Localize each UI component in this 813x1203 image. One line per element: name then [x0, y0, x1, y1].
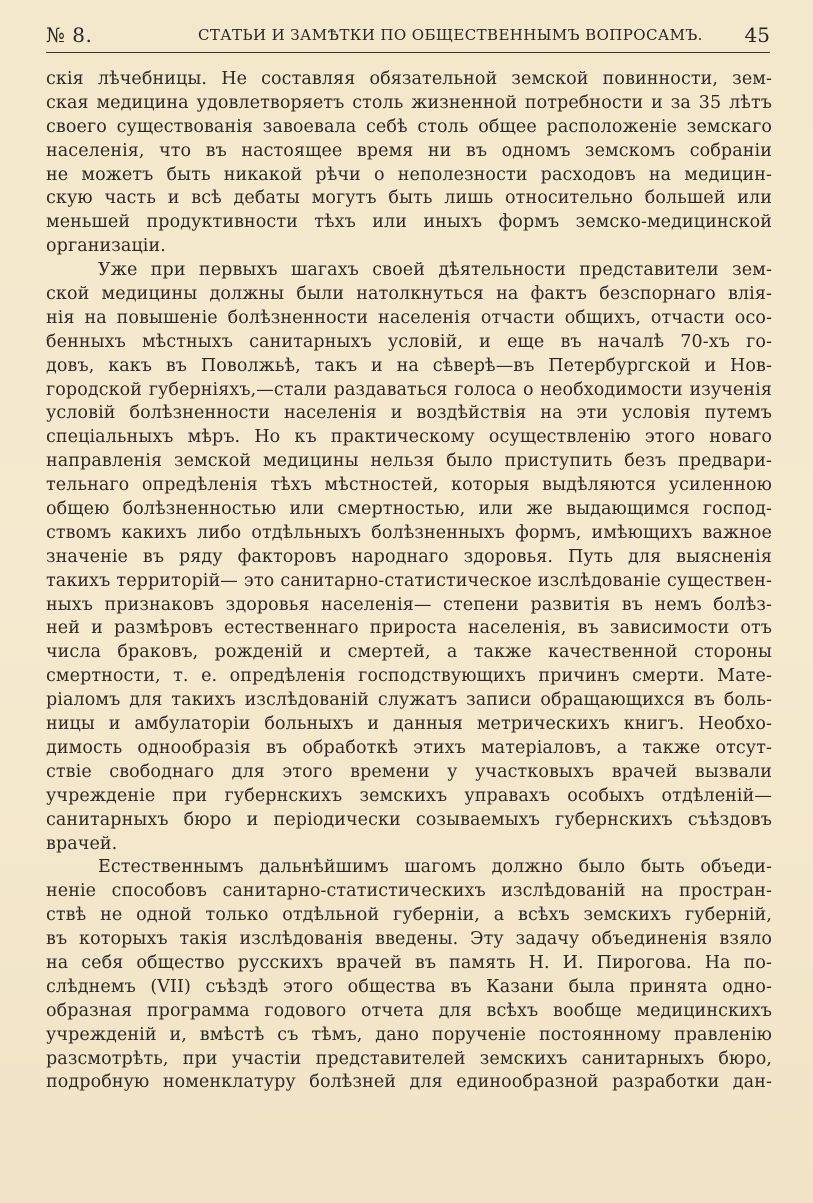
text-line: разсмотрѣть, при участіи представителей земскихъ санитарныхъ бюро,: [46, 1048, 772, 1069]
text-line: числа браковъ, рожденій и смертей, а также качественной стороны: [46, 642, 772, 663]
text-line: врачей.: [46, 833, 118, 854]
text-line: неніе способовъ санитарно-статистическихъ изслѣдованій на простран-: [46, 881, 772, 902]
text-line: довъ, какъ въ Поволжьѣ, такъ и на сѣверѣ—въ Петербургской и Нов-: [46, 355, 772, 376]
text-line: ствѣ не одной только отдѣльной губерніи, а всѣхъ земскихъ губерній,: [46, 905, 772, 926]
section-title: СТАТЬИ И ЗАМѢТКИ ПО ОБЩЕСТВЕННЫМЪ ВОПРОСАМЪ.: [198, 26, 703, 44]
text-line: смертности, т. е. опредѣленія господствующихъ причинъ смерти. Мате-: [46, 666, 772, 687]
text-line: скія лѣчебницы. Не составляя обязательной земской повинности, зем-: [46, 69, 772, 89]
text-line: условій болѣзненности населенія и воздѣйствія на эти условія путемъ: [46, 403, 772, 424]
text-line: ріаломъ для такихъ изслѣдованій служатъ записи обращающихся въ боль-: [46, 690, 772, 711]
text-line: спеціальныхъ мѣръ. Но къ практическому осуществленію этого новаго: [46, 427, 772, 448]
text-line: ская медицина удовлетворяетъ столь жизненной потребности и за 35 лѣтъ: [46, 92, 772, 113]
text-line: ской медицины должны были натолкнуться на фактъ безспорнаго влія-: [46, 284, 772, 305]
text-line: ствомъ какихъ либо отдѣльныхъ болѣзненныхъ формъ, имѣющихъ важное: [46, 522, 772, 543]
text-line: слѣднемъ (VII) съѣздѣ этого общества въ Казани была принята одно-: [46, 976, 772, 997]
text-line: такихъ территорій— это санитарно-статистическое изслѣдованіе существен-: [46, 570, 772, 591]
text-line: димость однообразія въ обработкѣ этихъ матеріаловъ, а также отсут-: [46, 737, 772, 758]
text-line: населенія, что въ настоящее время ни въ одномъ земскомъ собраніи: [46, 140, 772, 161]
text-line: на себя общество русскихъ врачей въ память Н. И. Пирогова. На по-: [46, 952, 772, 973]
text-line: бенныхъ мѣстныхъ санитарныхъ условій, и еще въ началѣ 70-хъ го-: [46, 331, 772, 352]
text-line: тельнаго опредѣленія тѣхъ мѣстностей, которыя выдѣляются усиленною: [46, 475, 772, 496]
text-line: учрежденіе при губернскихъ земскихъ управахъ особыхъ отдѣленій—: [46, 785, 772, 806]
text-line: подробную номенклатуру болѣзней для единообразной разработки дан-: [46, 1072, 772, 1093]
text-line: городской губерніяхъ,—стали раздаваться голоса о необходимости изученія: [46, 379, 772, 400]
header-rule: [46, 52, 770, 53]
paragraph-start-line: Естественнымъ дальнѣйшимъ шагомъ должно было быть объеди-: [98, 857, 772, 878]
text-line: ствіе свободнаго для этого времени у участковыхъ врачей вызвали: [46, 761, 772, 782]
text-line: своего существованія завоевала себѣ столь общее расположеніе земскаго: [46, 116, 772, 137]
text-line: направленія земской медицины нельзя было приступить безъ предвари-: [46, 451, 772, 472]
running-header: [46, 18, 770, 54]
text-line: въ которыхъ такія изслѣдованія введены. Эту задачу объединенія взяло: [46, 929, 772, 950]
text-line: значеніе въ ряду факторовъ народнаго здоровья. Путь для выясненія: [46, 546, 772, 567]
text-line: ницы и амбулаторіи больныхъ и данныя метрическихъ книгъ. Необхо-: [46, 714, 772, 735]
article-body: [46, 68, 772, 1095]
text-line: организаціи.: [46, 236, 166, 257]
text-line: скую часть и всѣ дебаты могутъ быть лишь относительно большей или: [46, 188, 772, 209]
text-line: нія на повышеніе болѣзненности населенія отчасти общихъ, отчасти осо-: [46, 307, 772, 328]
text-line: не можетъ быть никакой рѣчи о неполезности расходовъ на медицин-: [46, 164, 772, 185]
issue-number: № 8.: [46, 23, 93, 47]
text-line: санитарныхъ бюро и періодически созываемыхъ губернскихъ съѣздовъ: [46, 809, 772, 830]
text-line: ныхъ признаковъ здоровья населенія— степени развитія въ немъ болѣз-: [46, 594, 772, 615]
text-line: меньшей продуктивности тѣхъ или иныхъ формъ земско-медицинской: [46, 212, 772, 233]
text-line: учрежденій и, вмѣстѣ съ тѣмъ, дано порученіе постоянному правленію: [46, 1024, 772, 1045]
text-line: общею болѣзненностью или смертностью, или же выдающимся господ-: [46, 499, 772, 520]
page-number: 45: [744, 23, 770, 47]
text-line: ней и размѣровъ естественнаго прироста населенія, въ зависимости отъ: [46, 618, 772, 639]
paragraph-start-line: Уже при первыхъ шагахъ своей дѣятельности представители зем-: [98, 260, 772, 281]
text-line: образная программа годового отчета для всѣхъ вообще медицинскихъ: [46, 1000, 772, 1021]
